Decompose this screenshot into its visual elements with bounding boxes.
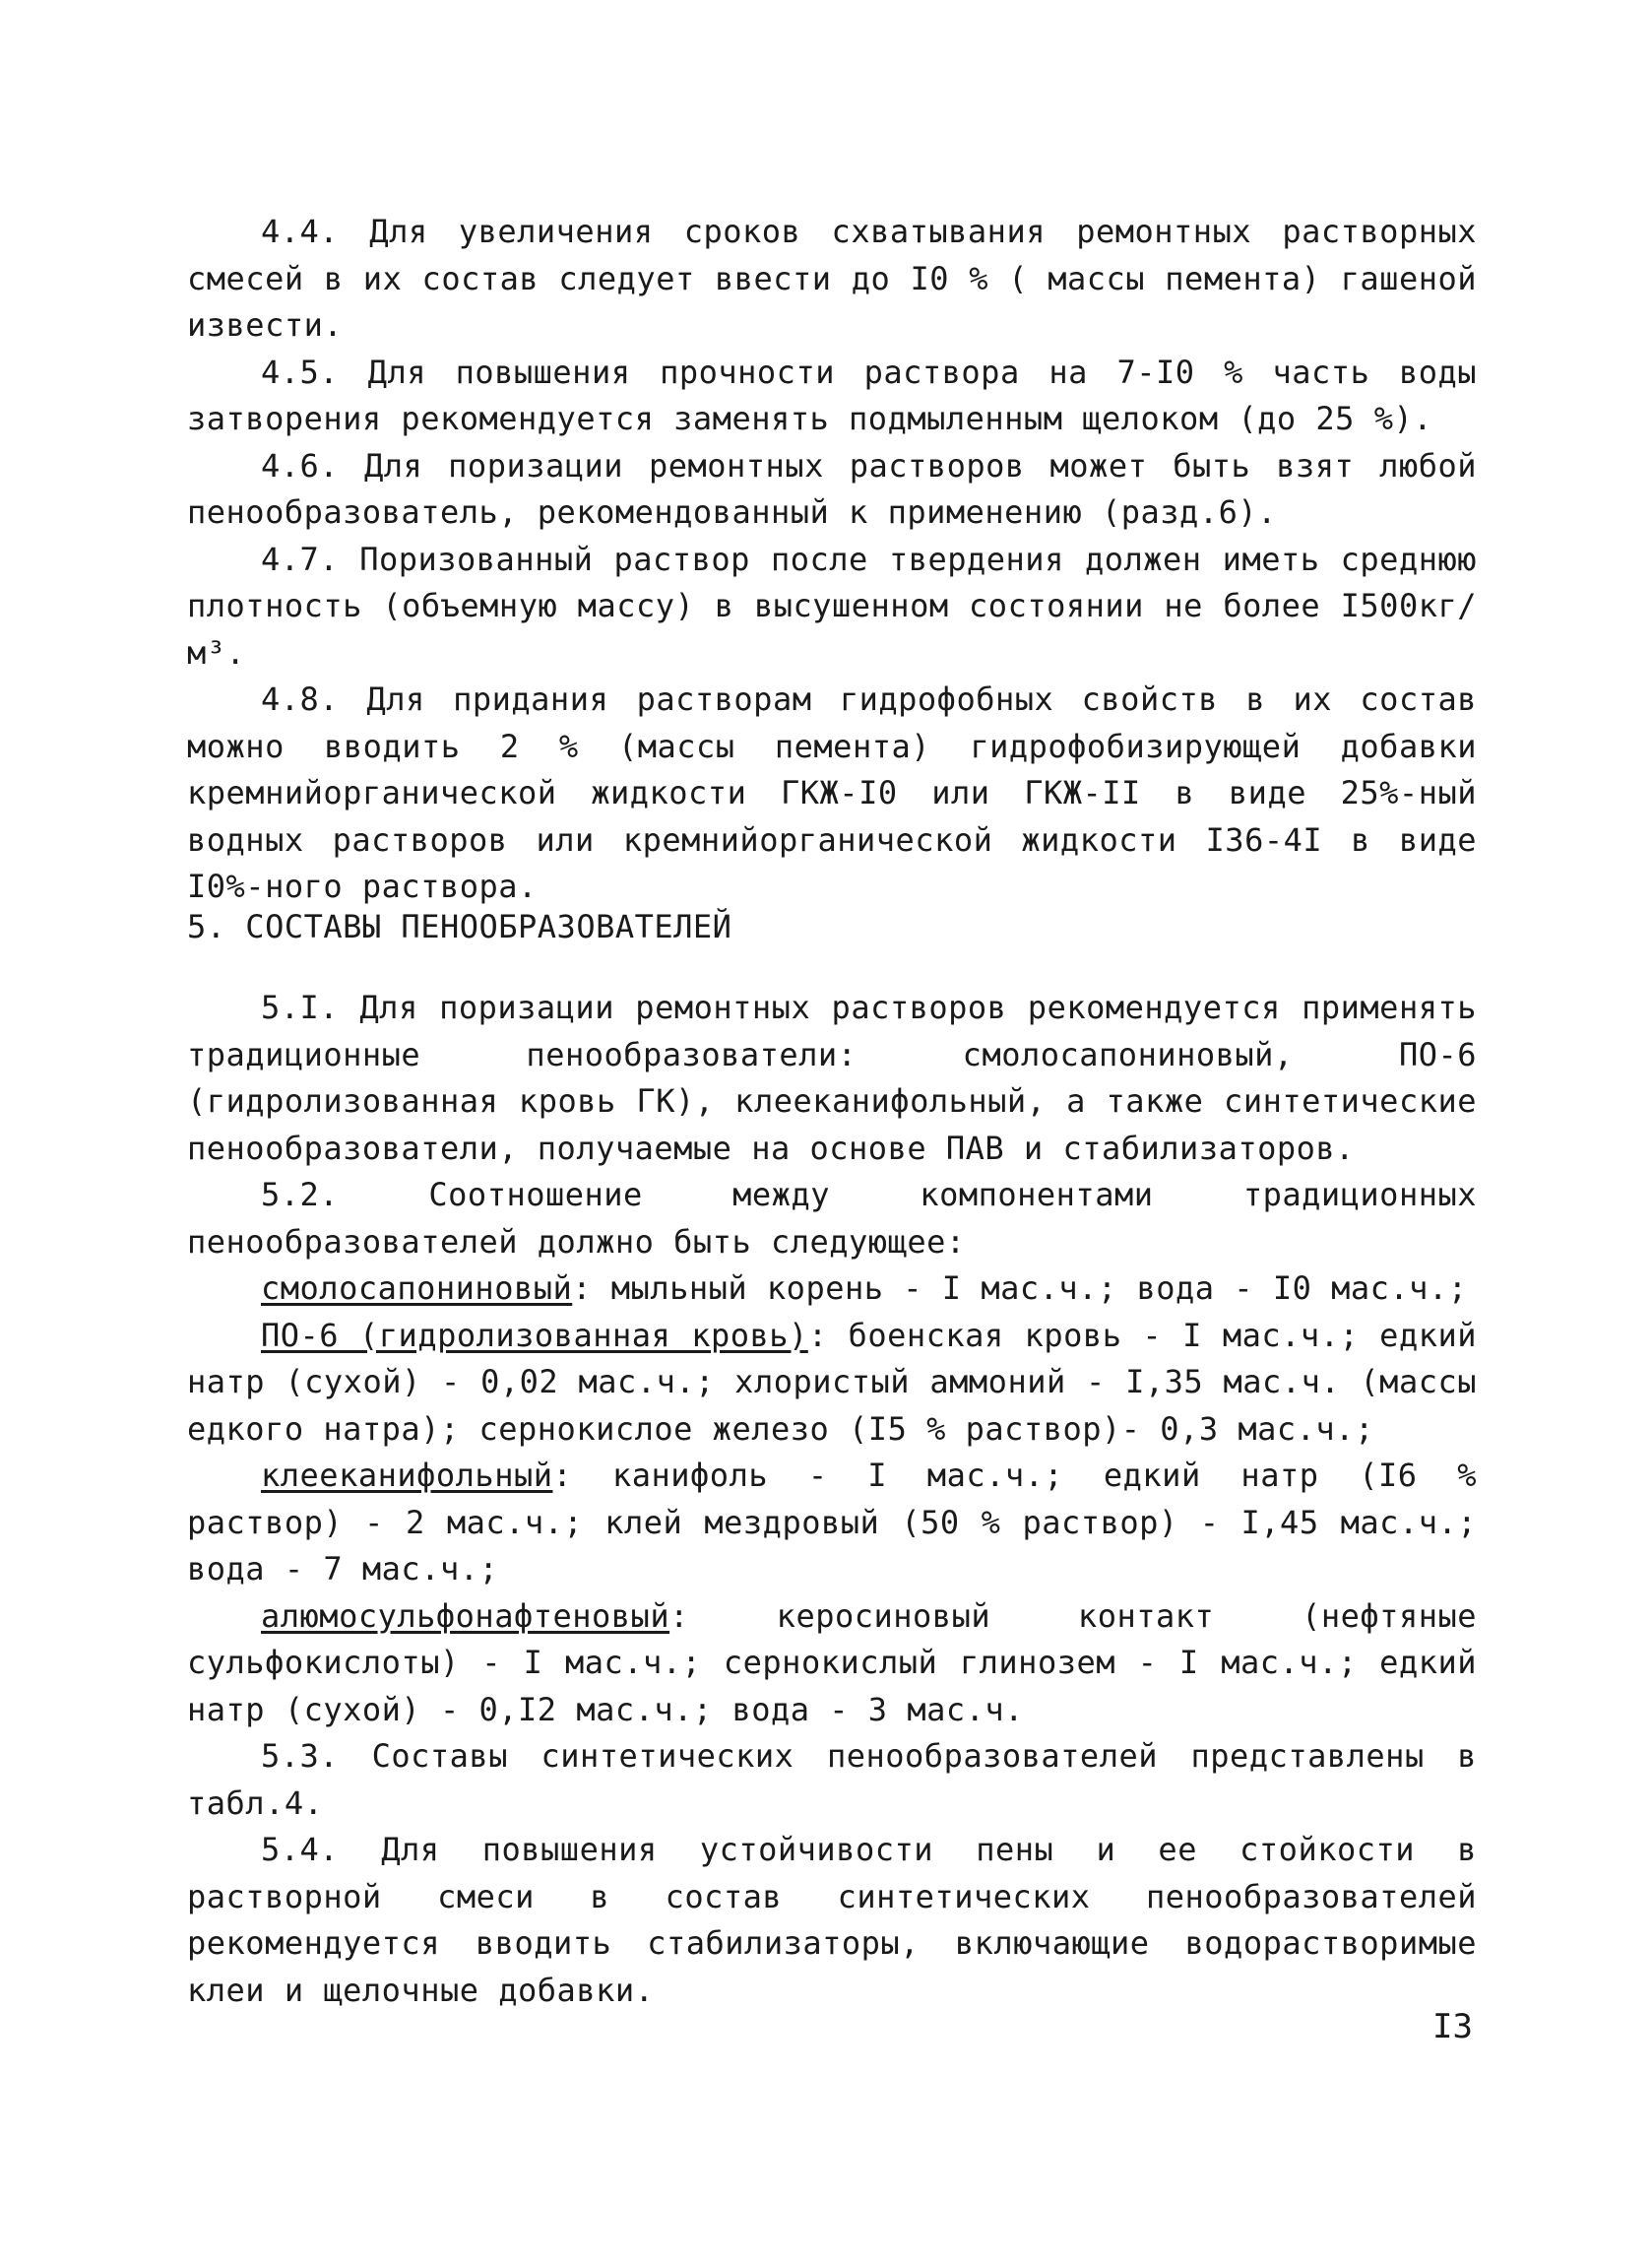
composition-term-3: клееканифольный	[261, 1457, 553, 1494]
paragraph-4-8: 4.8. Для придания растворам гидрофобных свойств в их состав можно вводить 2 % (массы пемента) гидрофобизирующей добавки кремнийорганической жидкости ГКЖ-I0 или ГКЖ-II в виде 25%-ный водных растворов или кремнийорганической жидкости I36-4I в виде I0%-ного раствора.	[187, 680, 1477, 905]
composition-text-2: : боенская кровь - I мас.ч.; едкий натр (сухой) - 0,02 мас.ч.; хлористый аммоний - I,35 мас.ч. (массы едкого натра); сернокислое железо (I5 % раствор)- 0,3 мас.ч.;	[187, 1316, 1478, 1448]
paragraph-5-3: 5.3. Составы синтетических пенообразователей представлены в табл.4.	[187, 1737, 1477, 1822]
composition-text-1: : мыльный корень - I мас.ч.; вода - I0 мас.ч.;	[572, 1269, 1468, 1307]
page-number: I3	[1432, 2007, 1473, 2046]
section-4-body	[187, 209, 1477, 911]
composition-term-1: смолосапониновый	[261, 1269, 573, 1307]
paragraph-4-7: 4.7. Поризованный раствор после твердения должен иметь среднюю плотность (объемную массу) в высушенном состоянии не более I500кг/м³.	[187, 540, 1477, 672]
paragraph-4-6: 4.6. Для поризации ремонтных растворов может быть взят любой пенообразователь, рекомендованный к применению (разд.6).	[187, 446, 1477, 531]
composition-text-3: : канифоль - I мас.ч.; едкий натр (I6 % раствор) - 2 мас.ч.; клей мездровый (50 % раствор) - I,45 мас.ч.; вода - 7 мас.ч.;	[187, 1457, 1477, 1588]
composition-term-2: ПО-6 (гидролизованная кровь)	[261, 1316, 808, 1354]
section-5-body	[187, 985, 1477, 2014]
paragraph-5-1: 5.I. Для поризации ремонтных растворов рекомендуется применять традиционные пенообразователи: смолосапониновый, ПО-6 (гидролизованная кровь ГК), клееканифольный, а также синтетические пенообразователи, получаемые на основе ПАВ и стабилизаторов.	[187, 989, 1477, 1167]
composition-item-3	[187, 1453, 1477, 1593]
paragraph-5-4: 5.4. Для повышения устойчивости пены и ее стойкости в растворной смеси в состав синтетических пенообразователей рекомендуется вводить стабилизаторы, включающие водорастворимые клеи и щелочные добавки.	[187, 1831, 1477, 2009]
paragraph-4-4: 4.4. Для увеличения сроков схватывания ремонтных растворных смесей в их состав следует ввести до I0 % ( массы пемента) гашеной извести.	[187, 213, 1477, 344]
section-5-heading: 5. СОСТАВЫ ПЕНООБРАЗОВАТЕЛЕЙ	[187, 908, 732, 945]
paragraph-5-2: 5.2. Соотношение между компонентами традиционных пенообразователей должно быть следующее:	[187, 1176, 1477, 1261]
composition-item-4	[187, 1593, 1477, 1734]
composition-text-4: : керосиновый контакт (нефтяные сульфокислоты) - I мас.ч.; сернокислый глинозем - I мас.ч.; едкий натр (сухой) - 0,I2 мас.ч.; вода - 3 мас.ч.	[187, 1596, 1477, 1728]
paragraph-4-5: 4.5. Для повышения прочности раствора на 7-I0 % часть воды затворения рекомендуется заменять подмыленным щелоком (до 25 %).	[187, 353, 1477, 437]
composition-item-2	[187, 1313, 1477, 1454]
composition-term-4: алюмосульфонафтеновый	[261, 1596, 670, 1635]
composition-item-1	[187, 1265, 1477, 1313]
